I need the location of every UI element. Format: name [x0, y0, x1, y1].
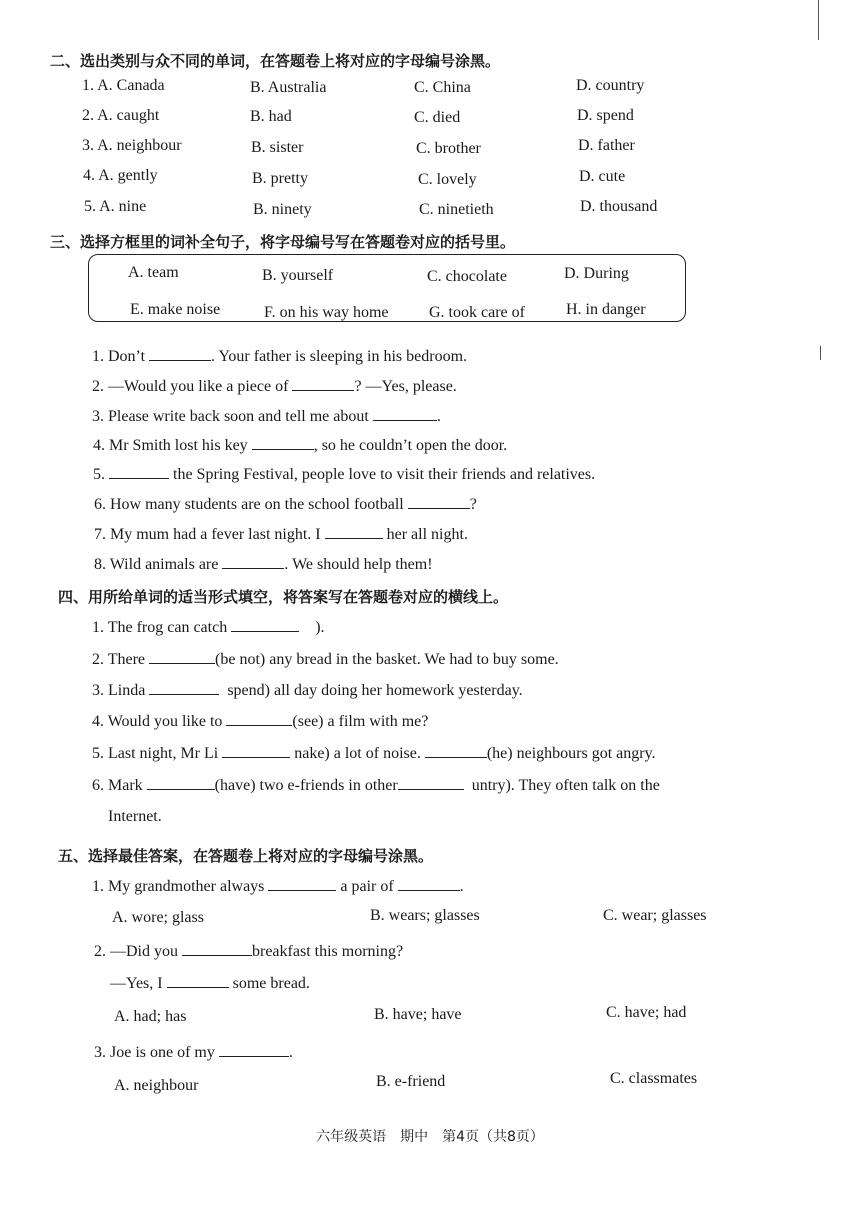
answer-blank[interactable] [398, 775, 464, 790]
option-2c: C. died [414, 109, 461, 126]
fill-item-2: 2. —Would you like a piece of ? —Yes, please. [92, 378, 457, 395]
answer-blank[interactable] [149, 346, 211, 361]
form-item-6-cont: Internet. [108, 808, 162, 825]
answer-blank[interactable] [222, 743, 290, 758]
form-item-3: 3. Linda spend) all day doing her homework yesterday. [92, 682, 523, 699]
choice-3-c[interactable]: C. classmates [610, 1070, 698, 1087]
option-1c: C. China [414, 79, 471, 96]
option-3c: C. brother [416, 140, 481, 157]
word-bank-f: F. on his way home [264, 304, 389, 321]
word-bank-e: E. make noise [130, 301, 221, 318]
option-5c: C. ninetieth [419, 201, 494, 218]
form-item-6: 6. Mark (have) two e-friends in other untry). They often talk on the [92, 777, 660, 794]
answer-blank[interactable] [292, 376, 354, 391]
answer-blank[interactable] [226, 711, 292, 726]
choice-3-b[interactable]: B. e-friend [376, 1073, 446, 1090]
choice-1-a[interactable]: A. wore; glass [112, 909, 204, 926]
scan-edge-mark [818, 0, 819, 40]
fill-item-5: 5. the Spring Festival, people love to visit their friends and relatives. [93, 466, 596, 483]
answer-blank[interactable] [222, 554, 284, 569]
choice-2-line2: —Yes, I some bread. [110, 975, 310, 992]
option-5a: 5. A. nine [84, 198, 147, 215]
option-4c: C. lovely [418, 171, 477, 188]
word-bank-b: B. yourself [262, 267, 334, 284]
option-4b: B. pretty [252, 170, 308, 187]
option-3d: D. father [578, 137, 635, 154]
answer-blank[interactable] [109, 464, 169, 479]
answer-blank[interactable] [149, 649, 215, 664]
form-item-2: 2. There (be not) any bread in the basket. We had to buy some. [92, 651, 559, 668]
answer-blank[interactable] [325, 524, 383, 539]
choice-2-a[interactable]: A. had; has [114, 1008, 187, 1025]
option-4d: D. cute [579, 168, 626, 185]
option-1a: 1. A. Canada [82, 77, 165, 94]
scan-edge-mark [820, 346, 821, 360]
answer-blank[interactable] [252, 435, 314, 450]
form-item-1: 1. The frog can catch ). [92, 619, 325, 636]
answer-blank[interactable] [373, 406, 437, 421]
option-2d: D. spend [577, 107, 634, 124]
answer-blank[interactable] [219, 1042, 289, 1057]
option-5d: D. thousand [580, 198, 658, 215]
section-4-heading: 四、用所给单词的适当形式填空，将答案写在答题卷对应的横线上。 [58, 588, 509, 606]
option-2b: B. had [250, 108, 292, 125]
answer-blank[interactable] [147, 775, 215, 790]
option-3b: B. sister [251, 139, 304, 156]
answer-blank[interactable] [231, 617, 299, 632]
word-bank-d: D. During [564, 265, 629, 282]
choice-3-stem: 3. Joe is one of my . [94, 1044, 293, 1061]
choice-3-a[interactable]: A. neighbour [114, 1077, 199, 1094]
option-3a: 3. A. neighbour [82, 137, 182, 154]
fill-item-1: 1. Don’t . Your father is sleeping in his bedroom. [92, 348, 468, 365]
choice-1-c[interactable]: C. wear; glasses [603, 907, 707, 924]
fill-item-3: 3. Please write back soon and tell me about . [92, 408, 441, 425]
option-5b: B. ninety [253, 201, 312, 218]
fill-item-6: 6. How many students are on the school football ? [94, 496, 477, 513]
answer-blank[interactable] [398, 876, 460, 891]
fill-item-7: 7. My mum had a fever last night. I her all night. [94, 526, 468, 543]
section-3-heading: 三、选择方框里的词补全句子，将字母编号写在答题卷对应的括号里。 [50, 233, 516, 251]
fill-item-4: 4. Mr Smith lost his key , so he couldn’t open the door. [93, 437, 508, 454]
choice-1-b[interactable]: B. wears; glasses [370, 907, 480, 924]
fill-item-8: 8. Wild animals are . We should help them! [94, 556, 433, 573]
word-bank-g: G. took care of [429, 304, 525, 321]
form-item-5: 5. Last night, Mr Li nake) a lot of noise. (he) neighbours got angry. [92, 745, 656, 762]
answer-blank[interactable] [182, 941, 252, 956]
option-2a: 2. A. caught [82, 107, 160, 124]
section-2-heading: 二、选出类别与众不同的单词，在答题卷上将对应的字母编号涂黑。 [50, 52, 501, 70]
option-4a: 4. A. gently [83, 167, 158, 184]
answer-blank[interactable] [425, 743, 487, 758]
choice-2-c[interactable]: C. have; had [606, 1004, 687, 1021]
section-5-heading: 五、选择最佳答案，在答题卷上将对应的字母编号涂黑。 [58, 847, 434, 865]
answer-blank[interactable] [408, 494, 470, 509]
page-footer: 六年级英语 期中 第4页（共8页） [316, 1129, 544, 1145]
word-bank-h: H. in danger [566, 301, 646, 318]
choice-1-stem: 1. My grandmother always a pair of . [92, 878, 464, 895]
answer-blank[interactable] [149, 680, 219, 695]
option-1d: D. country [576, 77, 645, 94]
option-1b: B. Australia [250, 79, 327, 96]
choice-2-stem: 2. —Did you breakfast this morning? [94, 943, 404, 960]
choice-2-b[interactable]: B. have; have [374, 1006, 462, 1023]
answer-blank[interactable] [167, 973, 229, 988]
word-bank-a: A. team [128, 264, 179, 281]
form-item-4: 4. Would you like to (see) a film with me? [92, 713, 429, 730]
word-bank-c: C. chocolate [427, 268, 507, 285]
answer-blank[interactable] [268, 876, 336, 891]
